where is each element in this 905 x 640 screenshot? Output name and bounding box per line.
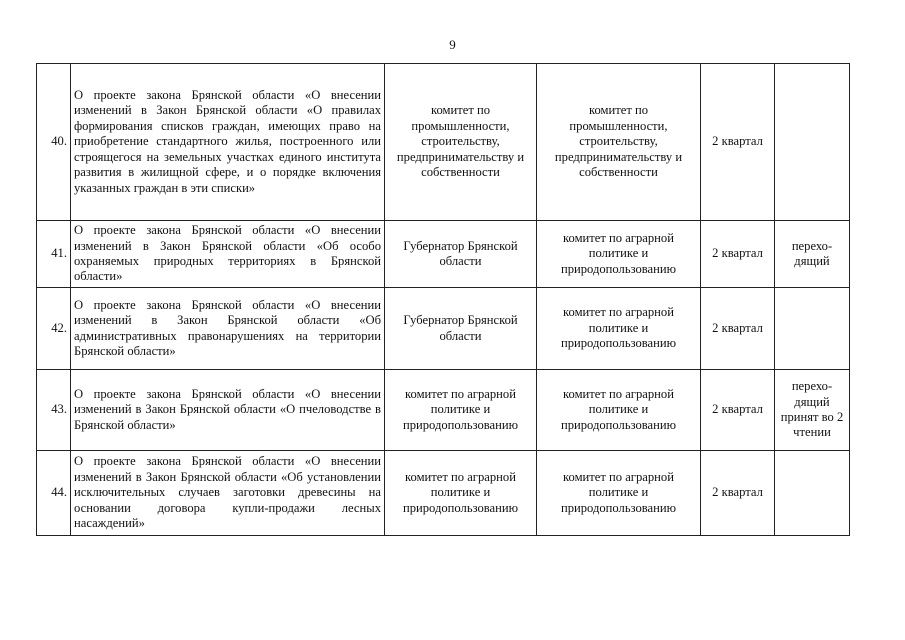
bill-title: О проекте закона Брянской области «О внесении изменений в Закон Брянской области «Об особо охраняемых природных территориях в Брянской области» — [71, 221, 385, 288]
responsible-party: комитет по аграрной политике и природопользованию — [385, 451, 537, 536]
deadline: 2 квартал — [701, 288, 775, 370]
executing-committee: комитет по промышленности, строительству, предпринимательству и собственности — [537, 64, 701, 221]
responsible-party: комитет по аграрной политике и природопользованию — [385, 370, 537, 451]
bill-title: О проекте закона Брянской области «О внесении изменений в Закон Брянской области «Об административных правонарушениях на территории Брянской области» — [71, 288, 385, 370]
row-number: 44. — [37, 451, 71, 536]
executing-committee: комитет по аграрной политике и природопользованию — [537, 221, 701, 288]
legislative-plan-table — [36, 63, 850, 536]
table-row — [37, 451, 850, 536]
responsible-party: Губернатор Брянской области — [385, 221, 537, 288]
page-number: 9 — [449, 37, 456, 52]
note — [775, 288, 850, 370]
deadline: 2 квартал — [701, 64, 775, 221]
bill-title: О проекте закона Брянской области «О внесении изменений в Закон Брянской области «О пчеловодстве в Брянской области» — [71, 370, 385, 451]
row-number: 43. — [37, 370, 71, 451]
table-row — [37, 64, 850, 221]
row-number: 40. — [37, 64, 71, 221]
executing-committee: комитет по аграрной политике и природопользованию — [537, 451, 701, 536]
table-row — [37, 221, 850, 288]
table-row — [37, 288, 850, 370]
deadline: 2 квартал — [701, 451, 775, 536]
note — [775, 451, 850, 536]
note — [775, 64, 850, 221]
note: перехо-дящий — [775, 221, 850, 288]
bill-title: О проекте закона Брянской области «О внесении изменений в Закон Брянской области «О правилах формирования списков граждан, имеющих право на приобретение стандартного жилья, построенного или строящегося на земельных участках единого института развития в жилищной сфере, и о порядке включения указанных граждан в эти списки» — [71, 64, 385, 221]
row-number: 42. — [37, 288, 71, 370]
executing-committee: комитет по аграрной политике и природопользованию — [537, 370, 701, 451]
responsible-party: комитет по промышленности, строительству, предпринимательству и собственности — [385, 64, 537, 221]
deadline: 2 квартал — [701, 221, 775, 288]
responsible-party: Губернатор Брянской области — [385, 288, 537, 370]
deadline: 2 квартал — [701, 370, 775, 451]
executing-committee: комитет по аграрной политике и природопользованию — [537, 288, 701, 370]
note: перехо-дящий принят во 2 чтении — [775, 370, 850, 451]
row-number: 41. — [37, 221, 71, 288]
table-row — [37, 370, 850, 451]
bill-title: О проекте закона Брянской области «О внесении изменений в Закон Брянской области «Об установлении исключительных случаев заготовки древесины на основании договора купли-продажи лесных насаждений» — [71, 451, 385, 536]
